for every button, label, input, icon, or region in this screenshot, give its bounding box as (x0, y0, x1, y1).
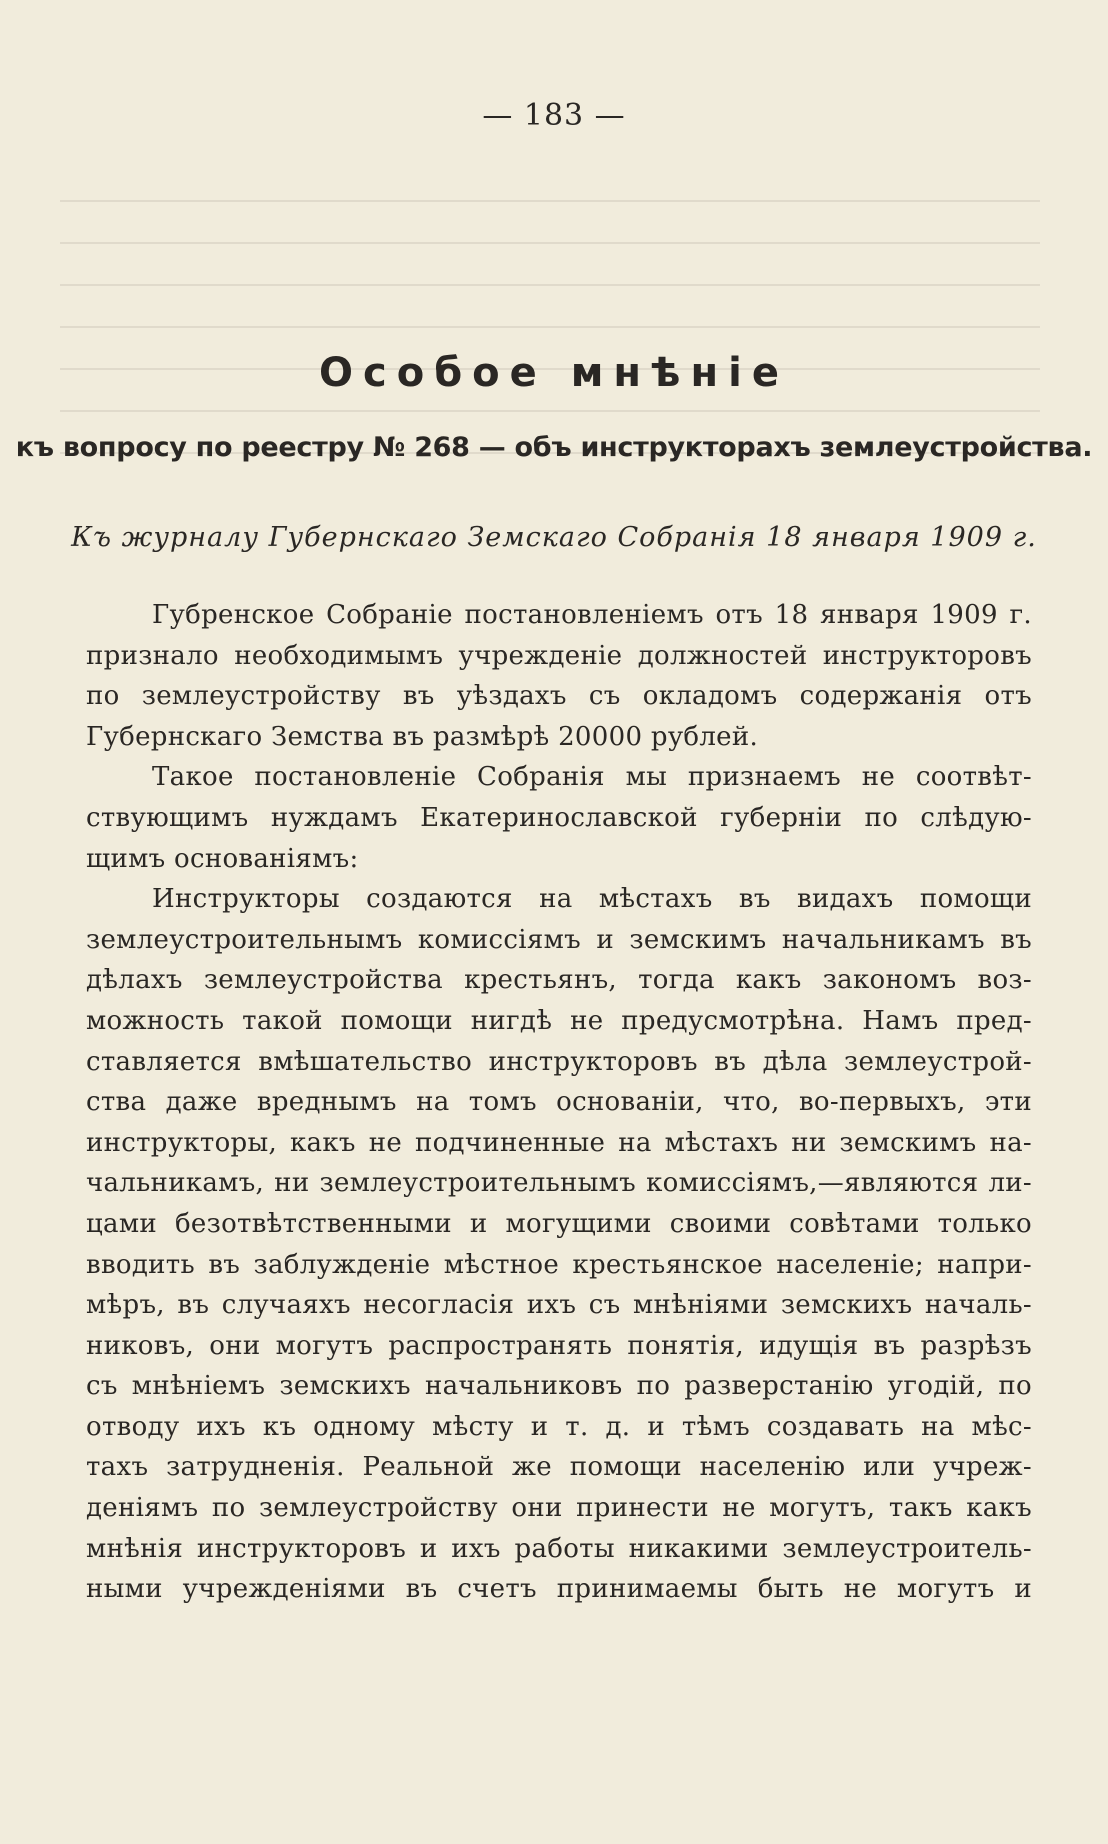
journal-reference: Къ журналу Губернскаго Земскаго Собранія 18 января 1909 г. (71, 522, 1037, 553)
bleed-line (60, 160, 1040, 202)
body-line: землеустроительнымъ комиссіямъ и земскимъ начальникамъ въ (86, 924, 1032, 955)
body-line: никовъ, они могутъ распространять понятія, идущія въ разрѣзъ (86, 1330, 1032, 1361)
document-subtitle: къ вопросу по реестру № 268 — объ инструкторахъ землеустройства. (15, 432, 1093, 463)
body-line: по землеустройству въ уѣздахъ съ окладомъ содержанія отъ (86, 681, 1032, 712)
body-line: тахъ затрудненія. Реальной же помощи населенію или учреж- (86, 1452, 1032, 1483)
body-line: мнѣнія инструкторовъ и ихъ работы никакими землеустроитель- (86, 1533, 1032, 1564)
body-line: ства даже вреднымъ на томъ основаніи, что, во-первыхъ, эти (86, 1087, 1032, 1118)
body-line: Инструкторы создаются на мѣстахъ въ видахъ помощи (152, 884, 1032, 915)
body-line: вводить въ заблужденіе мѣстное крестьянское населеніе; напри- (86, 1249, 1032, 1280)
body-line: ными учрежденіями въ счетъ принимаемы быть не могутъ и (86, 1574, 1032, 1605)
body-line: щимъ основаніямъ: (86, 843, 359, 874)
bleed-line (60, 202, 1040, 244)
document-title: Особое мнѣніе (319, 350, 789, 396)
body-line: цами безотвѣтственными и могущими своими совѣтами только (86, 1208, 1032, 1239)
body-line: чальникамъ, ни землеустроительнымъ комиссіямъ,—являются ли- (86, 1168, 1032, 1199)
body-line: Губренское Собраніе постановленіемъ отъ 18 января 1909 г. (152, 600, 1032, 630)
body-line: дѣлахъ землеустройства крестьянъ, тогда какъ закономъ воз- (86, 965, 1032, 996)
body-line: отводу ихъ къ одному мѣсту и т. д. и тѣмъ создавать на мѣс- (86, 1411, 1032, 1442)
body-line: съ мнѣніемъ земскихъ начальниковъ по разверстанію угодій, по (86, 1371, 1032, 1402)
body-line: можность такой помощи нигдѣ не предусмотрѣна. Намъ пред- (86, 1005, 1032, 1036)
page-number: — 183 — (482, 98, 626, 133)
body-line: признало необходимымъ учрежденіе должностей инструкторовъ (86, 640, 1032, 671)
body-line: деніямъ по землеустройству они принести не могутъ, такъ какъ (86, 1493, 1032, 1524)
body-text (86, 595, 1032, 1610)
body-line: ствующимъ нуждамъ Екатеринославской губерніи по слѣдую- (86, 802, 1032, 833)
body-line: инструкторы, какъ не подчиненные на мѣстахъ ни земскимъ на- (86, 1127, 1032, 1158)
body-line: Губернскаго Земства въ размѣрѣ 20000 рублей. (86, 721, 759, 752)
bleed-line (60, 286, 1040, 328)
body-line: Такое постановленіе Собранія мы признаемъ не соотвѣт- (152, 762, 1032, 793)
bleed-line (60, 244, 1040, 286)
body-line: ставляется вмѣшательство инструкторовъ въ дѣла землеустрой- (86, 1046, 1032, 1077)
body-line: мѣръ, въ случаяхъ несогласія ихъ съ мнѣніями земскихъ началь- (86, 1290, 1032, 1321)
